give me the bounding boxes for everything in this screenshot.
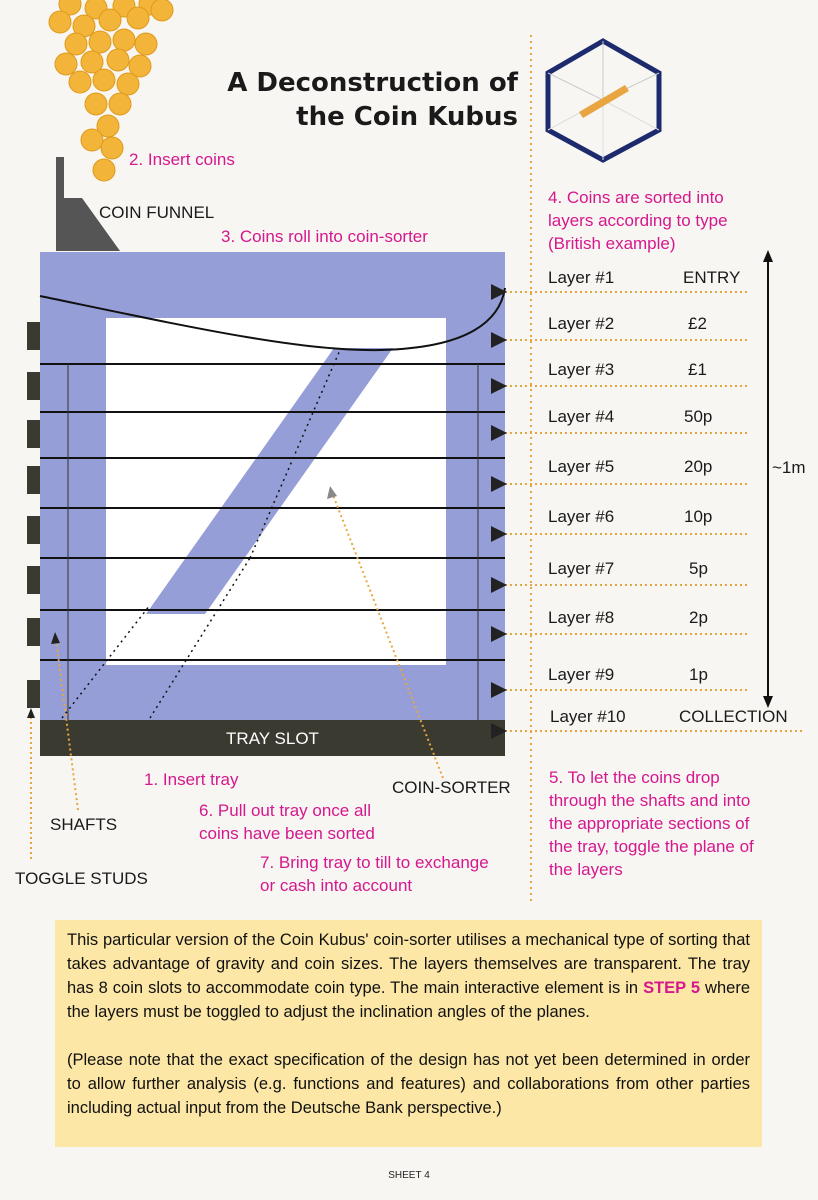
toggle-stud[interactable] bbox=[27, 372, 40, 400]
toggle-stud[interactable] bbox=[27, 618, 40, 646]
coin bbox=[113, 29, 135, 51]
height-arrow bbox=[763, 250, 773, 708]
page-title bbox=[200, 66, 518, 134]
coin bbox=[55, 53, 77, 75]
description-note bbox=[55, 920, 762, 1147]
step-toggle-layers bbox=[549, 766, 754, 881]
label-coin-funnel: COIN FUNNEL bbox=[99, 203, 215, 222]
coin bbox=[69, 71, 91, 93]
note-paragraph-1 bbox=[67, 928, 750, 1024]
step-bring-tray bbox=[260, 851, 489, 897]
coin bbox=[89, 31, 111, 53]
coin bbox=[93, 69, 115, 91]
step-bring-line-2: or cash into account bbox=[260, 876, 413, 895]
step-sorted bbox=[548, 186, 728, 255]
coin bbox=[127, 7, 149, 29]
coin bbox=[65, 33, 87, 55]
toggle-stud[interactable] bbox=[27, 466, 40, 494]
coin bbox=[85, 93, 107, 115]
coin bbox=[99, 9, 121, 31]
toggle-stud[interactable] bbox=[27, 516, 40, 544]
note-text: where the layers must be toggled to adjust the inclination angles of the planes. bbox=[67, 979, 750, 1021]
layer-value: 1p bbox=[689, 665, 708, 684]
coin bbox=[151, 0, 173, 21]
layer-value: 20p bbox=[684, 457, 713, 476]
layer-name: Layer #4 bbox=[548, 407, 615, 426]
coin bbox=[135, 33, 157, 55]
layer-name: Layer #10 bbox=[550, 707, 626, 726]
layer-name: Layer #7 bbox=[548, 559, 615, 578]
layer-name: Layer #3 bbox=[548, 360, 615, 379]
kubus-logo bbox=[548, 41, 659, 160]
layer-value: 50p bbox=[684, 407, 713, 426]
layer-name: Layer #5 bbox=[548, 457, 615, 476]
coin bbox=[49, 11, 71, 33]
toggle-stud[interactable] bbox=[27, 566, 40, 594]
height-label: ~1m bbox=[772, 458, 806, 477]
toggle-stud[interactable] bbox=[27, 420, 40, 448]
coin bbox=[93, 159, 115, 181]
layer-name: Layer #9 bbox=[548, 665, 615, 684]
label-shafts: SHAFTS bbox=[50, 815, 118, 834]
step-pull-line-2: coins have been sorted bbox=[199, 824, 375, 843]
title-line-2: the Coin Kubus bbox=[296, 102, 518, 132]
step-sorted-line-2: layers according to type bbox=[548, 211, 728, 230]
step-toggle-line-4: the tray, toggle the plane of bbox=[549, 837, 754, 856]
layer-value: ENTRY bbox=[683, 268, 741, 287]
step-pull-tray bbox=[199, 799, 375, 845]
coin bbox=[101, 137, 123, 159]
layer-name: Layer #1 bbox=[548, 268, 615, 287]
toggle-stud[interactable] bbox=[27, 680, 40, 708]
sheet-number: SHEET 4 bbox=[388, 1170, 430, 1181]
coin bbox=[109, 93, 131, 115]
layer-value: £1 bbox=[688, 360, 707, 379]
layer-value: 5p bbox=[689, 559, 708, 578]
layer-value: 2p bbox=[689, 608, 708, 627]
layer-value: 10p bbox=[684, 507, 713, 526]
step-pull-line-1: 6. Pull out tray once all bbox=[199, 801, 371, 820]
step-toggle-line-2: through the shafts and into bbox=[549, 791, 751, 810]
note-paragraph-2: (Please note that the exact specification of the design has not yet been determined in order to allow further analysis (e.g. functions and features) and collaborations from other parties including actual input from the Deutsche Bank perspective.) bbox=[67, 1051, 750, 1117]
step-roll: 3. Coins roll into coin-sorter bbox=[221, 227, 428, 246]
tray-slot-label: TRAY SLOT bbox=[226, 729, 319, 748]
step-toggle-line-1: 5. To let the coins drop bbox=[549, 768, 720, 787]
layer-name: Layer #8 bbox=[548, 608, 615, 627]
coin bbox=[81, 129, 103, 151]
note-step-highlight: STEP 5 bbox=[643, 979, 701, 997]
title-line-1: A Deconstruction of bbox=[227, 68, 518, 98]
layer-value: £2 bbox=[688, 314, 707, 333]
coin bbox=[107, 49, 129, 71]
coin-kubus-frame bbox=[40, 252, 505, 720]
step-insert-tray: 1. Insert tray bbox=[144, 770, 239, 789]
step-sorted-line-3: (British example) bbox=[548, 234, 676, 253]
step-insert-coins: 2. Insert coins bbox=[129, 150, 235, 169]
label-coin-sorter: COIN-SORTER bbox=[392, 778, 511, 797]
layer-name: Layer #2 bbox=[548, 314, 615, 333]
layer-name: Layer #6 bbox=[548, 507, 615, 526]
toggle-stud[interactable] bbox=[27, 322, 40, 350]
toggle-studs bbox=[27, 322, 40, 708]
step-bring-line-1: 7. Bring tray to till to exchange bbox=[260, 853, 489, 872]
layer-value: COLLECTION bbox=[679, 707, 788, 726]
step-sorted-line-1: 4. Coins are sorted into bbox=[548, 188, 724, 207]
step-toggle-line-5: the layers bbox=[549, 860, 623, 879]
step-toggle-line-3: the appropriate sections of bbox=[549, 814, 750, 833]
label-toggle-studs: TOGGLE STUDS bbox=[15, 869, 148, 888]
note-text: This particular version of the Coin Kubus' coin-sorter utilises a mechanical type of sorting that takes advantage of gravity and coin sizes. The layers themselves are transparent. The tray has 8 coin slots to accommodate coin type. The main interactive element is in bbox=[67, 931, 750, 997]
coin bbox=[117, 73, 139, 95]
